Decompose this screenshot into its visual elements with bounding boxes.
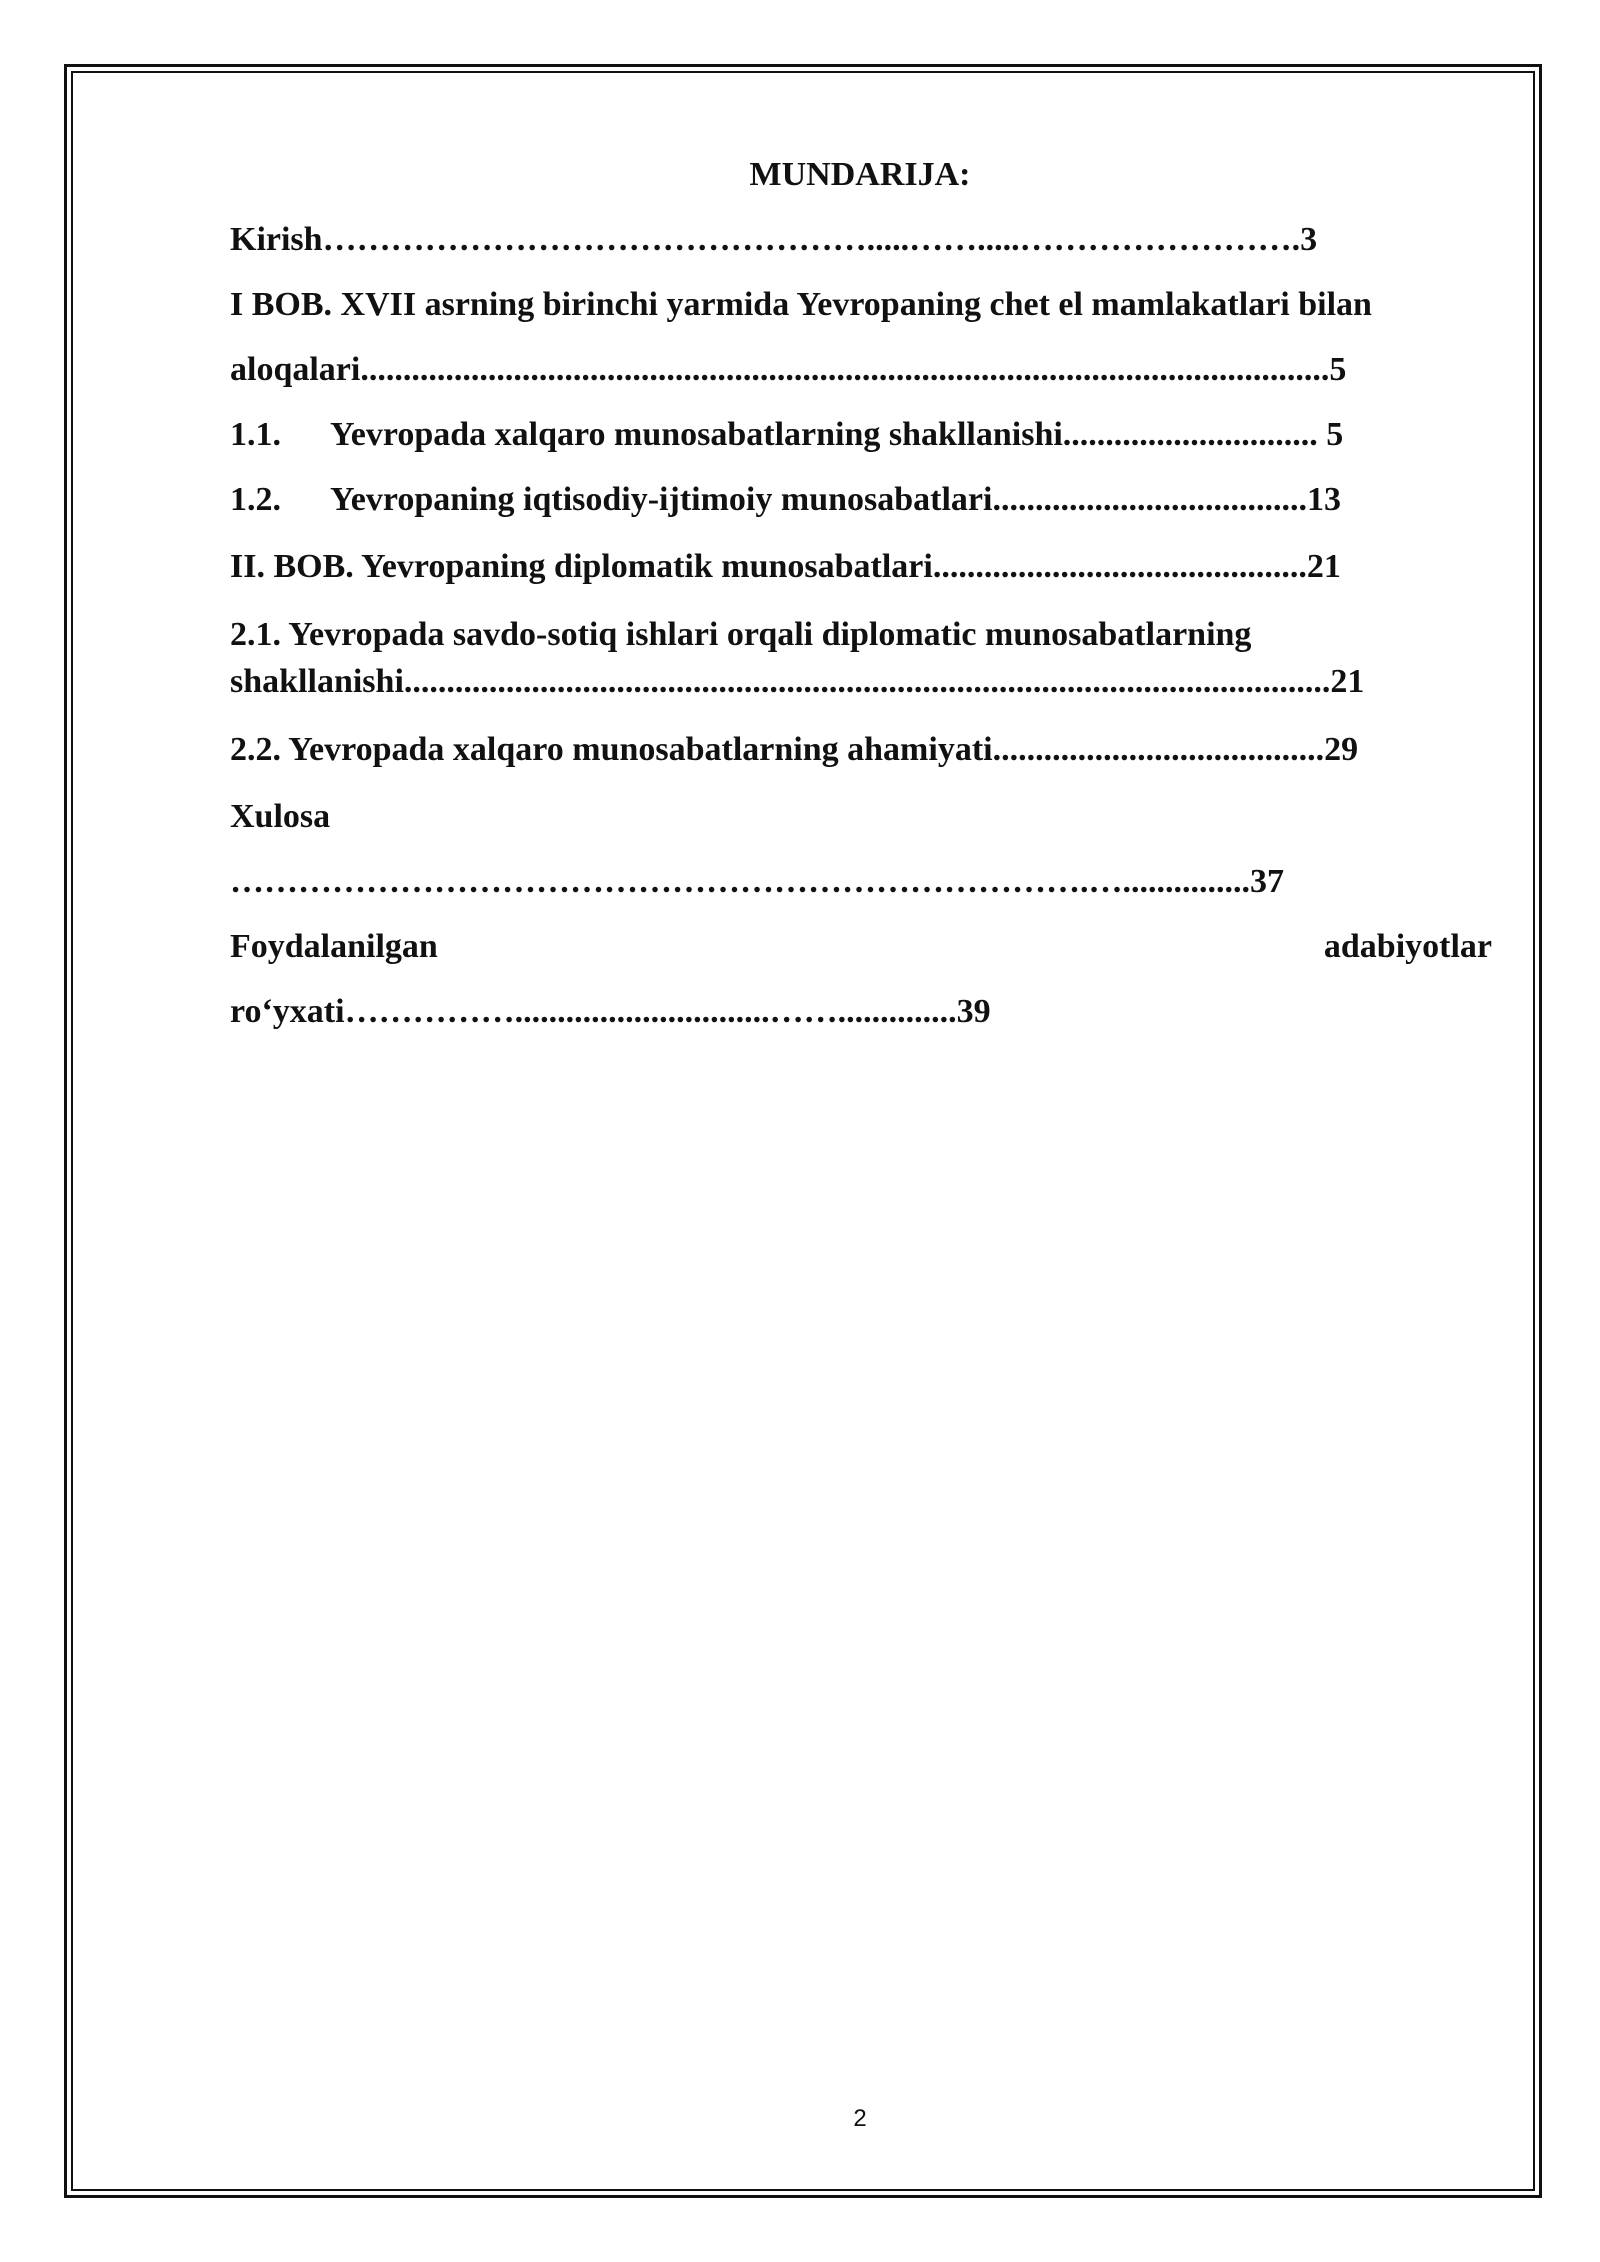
toc-entry-chapter1-line1: I BOB. XVII asrning birinchi yarmida Yevropaning chet el mamlakatlari bilan xyxy=(230,286,1372,323)
section-number: 1.1. xyxy=(230,416,281,453)
toc-heading: MUNDARIJA: xyxy=(749,156,971,193)
toc-entry-references-line1 xyxy=(230,927,1492,967)
toc-entry-xulosa-label: Xulosa xyxy=(230,798,331,835)
section-title: Yevropaning iqtisodiy-ijtimoiy munosabatlari.....................................13 xyxy=(330,481,1341,518)
page-number: 2 xyxy=(853,2105,867,2132)
toc-entry-xulosa-dots: ………………………………………………………………….…...............37 xyxy=(230,863,1284,900)
toc-entry-kirish: Kirish………………………………………….....…….....…………………….3 xyxy=(230,221,1318,258)
toc-entry-section-1-1 xyxy=(230,415,1492,455)
section-number: 1.2. xyxy=(230,481,281,518)
toc-entry-chapter2: II. BOB. Yevropaning diplomatik munosabatlari............................................21 xyxy=(230,548,1341,585)
toc-entry-section-2-2: 2.2. Yevropada xalqaro munosabatlarning ahamiyati.......................................29 xyxy=(230,731,1359,768)
toc-entry-section-1-2 xyxy=(230,480,1492,520)
section-title: Yevropada xalqaro munosabatlarning shakllanishi.............................. 5 xyxy=(330,416,1344,453)
toc-entry-chapter1-line2: aloqalari..................................................................................................................5 xyxy=(230,351,1347,388)
toc-entry-section-2-1-line1: 2.1. Yevropada savdo-sotiq ishlari orqali diplomatic munosabatlarning xyxy=(230,616,1252,653)
toc-entry-references-line2: ro‘yxati……………..............................……..............39 xyxy=(230,993,991,1030)
references-word-2: adabiyotlar xyxy=(1323,928,1492,965)
toc-entry-section-2-1-line2: shakllanishi.............................................................................................................21 xyxy=(230,663,1365,700)
references-word-1: Foydalanilgan xyxy=(230,928,438,965)
